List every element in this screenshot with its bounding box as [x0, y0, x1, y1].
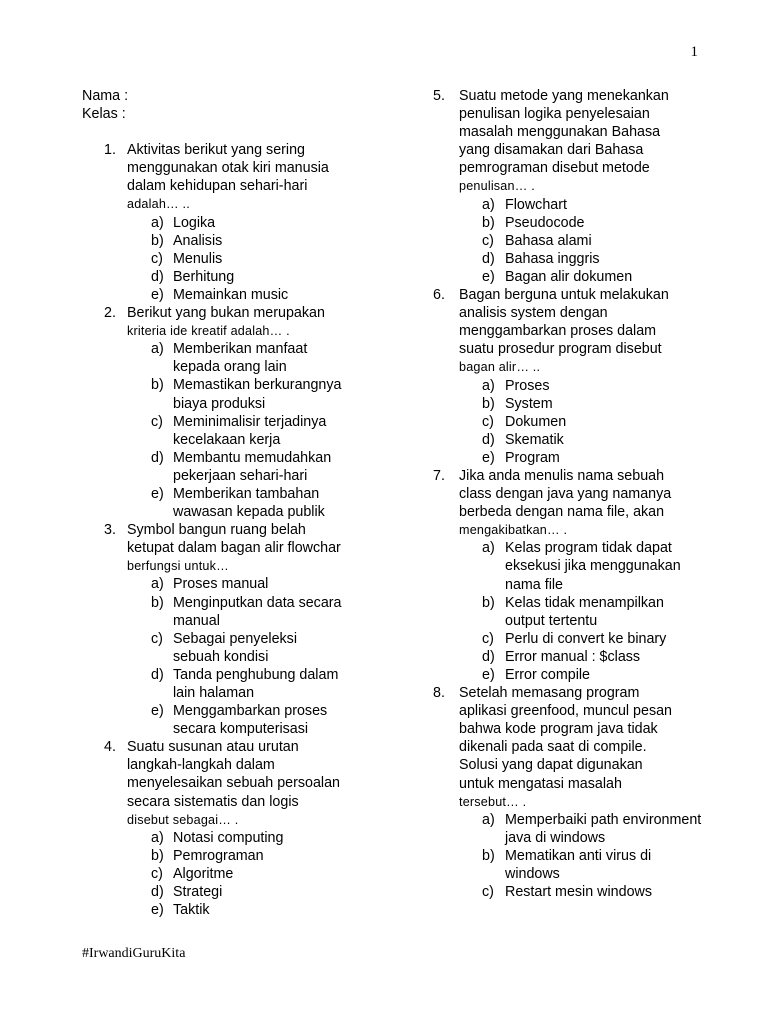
- question-text-tail: berfungsi untuk…: [127, 559, 229, 574]
- answer-option: [82, 702, 372, 738]
- option-text: Error compile: [505, 667, 591, 683]
- question-number: 1.: [104, 142, 116, 159]
- option-text: Menggambarkan proses secara komputerisasi: [173, 703, 328, 738]
- question-text-line: Symbol bangun ruang belah: [127, 522, 306, 539]
- question-text-line: penulisan logika penyelesaian: [459, 106, 650, 123]
- question-text-line: Suatu metode yang menekankan: [459, 88, 669, 104]
- question-text-line: Berikut yang bukan merupakan: [127, 305, 325, 322]
- answer-option: [433, 232, 723, 250]
- option-text: Memberikan tambahan wawasan kepada publik: [173, 485, 325, 521]
- option-label: b): [151, 847, 164, 864]
- option-text: Kelas tidak menampilkan output tertentu: [505, 594, 664, 629]
- option-text: Membantu memudahkan pekerjaan sehari-hari: [173, 449, 332, 484]
- question-5: [433, 87, 723, 196]
- answer-option: [433, 431, 723, 449]
- question-text-tail: bagan alir… ..: [459, 360, 541, 375]
- option-label: c): [482, 630, 494, 647]
- answer-option: [82, 865, 372, 883]
- question-text-line: Aktivitas berikut yang sering: [127, 142, 305, 159]
- answer-option: [82, 594, 372, 630]
- answer-option: [82, 250, 372, 268]
- answer-option: [82, 883, 372, 901]
- option-text: Error manual : $class: [505, 648, 641, 665]
- option-text: Dokumen: [505, 413, 567, 430]
- question-7: [433, 467, 723, 539]
- answer-option: [82, 847, 372, 865]
- question-text-line: langkah-langkah dalam: [127, 757, 275, 774]
- option-text: Bagan alir dokumen: [505, 268, 633, 285]
- option-label: e): [151, 703, 164, 720]
- option-text: Strategi: [173, 884, 223, 901]
- answer-option: [82, 232, 372, 250]
- option-text: Sebagai penyeleksi sebuah kondisi: [173, 630, 297, 665]
- question-number: 4.: [104, 739, 116, 756]
- question-text-line: dikenali pada saat di compile.: [459, 739, 647, 756]
- question-text-line: class dengan java yang namanya: [459, 486, 672, 503]
- question-text-line: masalah menggunakan Bahasa: [459, 124, 661, 141]
- option-text: Bahasa inggris: [505, 250, 600, 267]
- option-label: b): [482, 395, 495, 412]
- answer-option: [82, 449, 372, 485]
- answer-option: [82, 829, 372, 847]
- option-label: d): [482, 648, 495, 665]
- option-label: a): [151, 576, 164, 593]
- question-text-line: secara sistematis dan logis: [127, 793, 299, 810]
- option-label: c): [151, 413, 163, 430]
- option-text: Kelas program tidak dapat eksekusi jika menggunakan nama file: [505, 540, 681, 593]
- answer-option: [82, 268, 372, 286]
- option-label: d): [482, 250, 495, 267]
- option-text: Proses: [505, 377, 550, 394]
- answer-option: [82, 485, 372, 521]
- option-text: Notasi computing: [173, 829, 284, 846]
- answer-option: [82, 575, 372, 593]
- question-text-line: analisis system dengan: [459, 305, 608, 322]
- question-text-line: Solusi yang dapat digunakan: [459, 757, 643, 774]
- answer-option: [82, 376, 372, 412]
- option-text: Memainkan music: [173, 286, 289, 303]
- option-text: Bahasa alami: [505, 232, 592, 249]
- option-text: Restart mesin windows: [505, 884, 652, 901]
- name-field-label: Nama :: [82, 88, 129, 104]
- answer-option: [433, 883, 723, 901]
- answer-option: [433, 666, 723, 684]
- option-text: Proses manual: [173, 576, 269, 593]
- answer-option: [433, 648, 723, 666]
- right-column: [433, 87, 723, 901]
- option-label: e): [482, 449, 495, 466]
- option-text: Algoritme: [173, 865, 234, 882]
- option-label: c): [482, 232, 494, 249]
- answer-option: [82, 413, 372, 449]
- question-8: [433, 684, 723, 811]
- option-label: d): [151, 884, 164, 901]
- answer-option: [433, 847, 723, 883]
- question-text-line: Bagan berguna untuk melakukan: [459, 287, 669, 304]
- answer-option: [433, 413, 723, 431]
- answer-option: [82, 214, 372, 232]
- option-label: d): [151, 666, 164, 683]
- question-text-tail: mengakibatkan… .: [459, 523, 568, 538]
- question-text-line: suatu prosedur program disebut: [459, 341, 662, 358]
- answer-option: [433, 268, 723, 286]
- question-number: 2.: [104, 305, 116, 322]
- answer-option: [433, 449, 723, 467]
- option-text: Taktik: [173, 902, 210, 919]
- option-label: c): [151, 630, 163, 647]
- option-label: c): [151, 865, 163, 882]
- question-1: [82, 141, 372, 213]
- option-label: b): [482, 214, 495, 231]
- question-text-line: ketupat dalam bagan alir flowchar: [127, 540, 341, 557]
- answer-option: [82, 901, 372, 919]
- option-text: Memberikan manfaat kepada orang lain: [173, 341, 308, 376]
- left-question-list: [82, 141, 372, 919]
- question-2: [82, 304, 372, 340]
- option-label: a): [482, 811, 495, 828]
- option-label: a): [151, 214, 164, 231]
- answer-option: [433, 377, 723, 395]
- question-text-tail: tersebut… .: [459, 794, 527, 809]
- option-label: b): [151, 232, 164, 249]
- option-label: e): [151, 485, 164, 502]
- footer-hashtag: #IrwandiGuruKita: [82, 946, 186, 961]
- option-label: a): [151, 341, 164, 358]
- option-label: d): [482, 431, 495, 448]
- question-text-tail: kriteria ide kreatif adalah… .: [127, 324, 290, 339]
- option-text: Meminimalisir terjadinya kecelakaan kerja: [173, 413, 327, 448]
- question-number: 8.: [433, 685, 445, 702]
- option-label: e): [482, 667, 495, 683]
- option-label: e): [151, 902, 164, 919]
- question-text-line: menggambarkan proses dalam: [459, 323, 657, 340]
- option-text: Flowchart: [505, 196, 567, 213]
- question-number: 6.: [433, 287, 445, 304]
- option-text: Analisis: [173, 232, 223, 249]
- option-label: c): [482, 884, 494, 901]
- question-4: [82, 738, 372, 828]
- option-text: Tanda penghubung dalam lain halaman: [173, 666, 339, 701]
- option-label: e): [482, 268, 495, 285]
- answer-option: [433, 539, 723, 593]
- question-text-line: aplikasi greenfood, muncul pesan: [459, 703, 673, 720]
- question-number: 5.: [433, 88, 445, 104]
- question-text-line: yang disamakan dari Bahasa: [459, 142, 644, 159]
- question-text-line: untuk mengatasi masalah: [459, 775, 622, 792]
- option-text: Logika: [173, 214, 216, 231]
- answer-option: [433, 594, 723, 630]
- option-label: e): [151, 286, 164, 303]
- answer-option: [82, 666, 372, 702]
- answer-option: [433, 630, 723, 648]
- question-6: [433, 286, 723, 376]
- page-number: 1: [690, 44, 698, 60]
- option-label: a): [482, 196, 495, 213]
- option-text: Pseudocode: [505, 214, 585, 231]
- option-text: Berhitung: [173, 268, 235, 285]
- option-label: c): [482, 413, 494, 430]
- question-text-tail: disebut sebagai… .: [127, 812, 239, 827]
- option-label: b): [151, 594, 164, 611]
- question-text-tail: penulisan… .: [459, 179, 535, 194]
- class-field-label: Kelas :: [82, 106, 126, 123]
- option-label: b): [482, 847, 495, 864]
- answer-option: [433, 214, 723, 232]
- question-text-line: pemrograman disebut metode: [459, 160, 650, 177]
- left-column: [82, 87, 372, 919]
- option-text: Menginputkan data secara manual: [173, 594, 342, 629]
- answer-option: [433, 811, 723, 847]
- question-text-line: Suatu susunan atau urutan: [127, 739, 299, 756]
- question-text-line: menyelesaikan sebuah persoalan: [127, 775, 341, 792]
- option-text: Pemrograman: [173, 847, 264, 864]
- option-text: Perlu di convert ke binary: [505, 630, 667, 647]
- option-label: a): [151, 829, 164, 846]
- option-text: Memastikan berkurangnya biaya produksi: [173, 377, 342, 412]
- answer-option: [82, 630, 372, 666]
- option-text: System: [505, 395, 553, 412]
- option-label: c): [151, 250, 163, 267]
- option-text: Menulis: [173, 250, 223, 267]
- option-label: a): [482, 540, 495, 557]
- question-number: 7.: [433, 467, 445, 484]
- question-text-line: Jika anda menulis nama sebuah: [459, 467, 665, 484]
- question-text-line: berbeda dengan nama file, akan: [459, 504, 665, 521]
- question-text-line: bahwa kode program java tidak: [459, 721, 658, 738]
- option-text: Skematik: [505, 431, 564, 448]
- option-label: a): [482, 377, 495, 394]
- option-label: b): [151, 377, 164, 394]
- option-text: Program: [505, 449, 560, 466]
- answer-option: [433, 196, 723, 214]
- right-question-list: [433, 87, 723, 901]
- answer-option: [433, 250, 723, 268]
- option-label: d): [151, 449, 164, 466]
- answer-option: [433, 395, 723, 413]
- question-text-line: dalam kehidupan sehari-hari: [127, 178, 308, 195]
- question-3: [82, 521, 372, 575]
- option-text: Mematikan anti virus di windows: [505, 847, 652, 883]
- option-label: d): [151, 268, 164, 285]
- question-text-line: menggunakan otak kiri manusia: [127, 160, 329, 177]
- option-label: b): [482, 594, 495, 611]
- answer-option: [82, 340, 372, 376]
- question-text-tail: adalah… ..: [127, 197, 190, 212]
- question-number: 3.: [104, 522, 116, 539]
- answer-option: [82, 286, 372, 304]
- option-text: Memperbaiki path environment java di windows: [505, 811, 702, 846]
- question-text-line: Setelah memasang program: [459, 685, 640, 702]
